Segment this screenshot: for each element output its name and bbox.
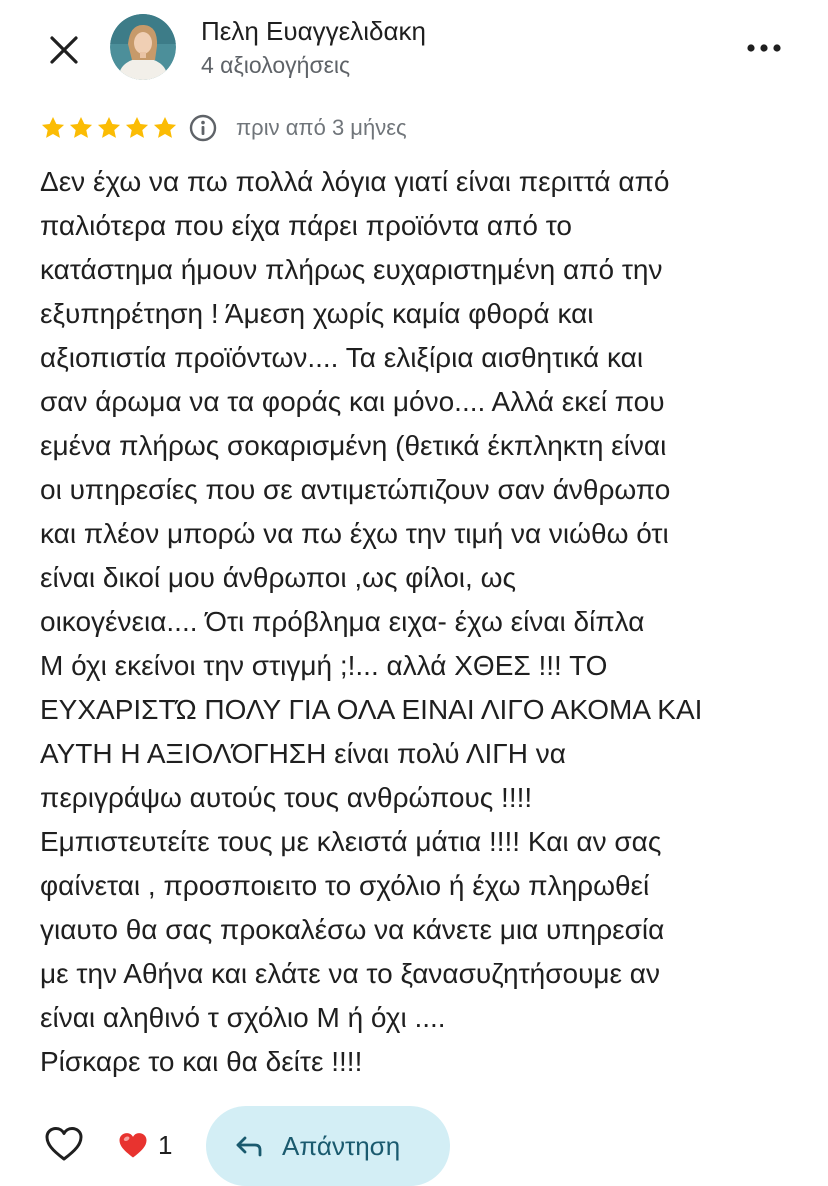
rating-row — [40, 110, 407, 146]
close-icon — [49, 35, 79, 65]
review-text-line: Ρίσκαρε το και θα δείτε !!!! — [40, 1046, 363, 1077]
review-text-line: Δεν έχω να πω πολλά λόγια γιατί είναι περιττά από — [40, 166, 670, 197]
info-button[interactable] — [188, 113, 218, 143]
review-text-line: εξυπηρέτηση ! Άμεση χωρίς καμία φθορά και — [40, 298, 594, 329]
author-name[interactable]: Πελη Ευαγγελιδακη — [201, 16, 426, 46]
red-heart-icon — [118, 1132, 148, 1159]
review-text-line: κατάστημα ήμουν πλήρως ευχαριστημένη από την — [40, 254, 663, 285]
profile-photo-icon — [110, 14, 176, 80]
avatar[interactable] — [110, 14, 176, 80]
star-icon — [152, 115, 178, 141]
star-icon — [68, 115, 94, 141]
reply-label: Απάντηση — [282, 1130, 401, 1161]
star-rating — [40, 115, 178, 141]
like-button[interactable] — [40, 1122, 88, 1166]
review-text-line: με την Αθήνα και ελάτε να το ξανασυζητήσουμε αν — [40, 958, 660, 989]
review-text-line: ΑΥΤΗ Η ΑΞΙΟΛΌΓΗΣΗ είναι πολύ ΛΙΓΗ να — [40, 738, 566, 769]
author-review-count: 4 αξιολογήσεις — [201, 52, 351, 78]
review-time: πριν από 3 μήνες — [236, 115, 407, 140]
review-text-line: και πλέον μπορώ να πω έχω την τιμή να νιώθω ότι — [40, 518, 669, 549]
info-icon — [189, 114, 217, 142]
review-text — [40, 160, 810, 1084]
review-text-line: παλιότερα που είχα πάρει προϊόντα από το — [40, 210, 572, 241]
review-text-line: εμένα πλήρως σοκαρισμένη (θετικά έκπληκτη είναι — [40, 430, 667, 461]
reply-button[interactable] — [206, 1106, 450, 1186]
close-button[interactable] — [40, 26, 88, 74]
review-text-line: είναι δικοί μου άνθρωποι ,ως φίλοι, ως — [40, 562, 516, 593]
star-icon — [124, 115, 150, 141]
review-text-line: οικογένεια.... Ότι πρόβλημα ειχα- έχω είναι δίπλα — [40, 606, 645, 637]
star-icon — [96, 115, 122, 141]
reply-arrow-icon — [234, 1131, 264, 1161]
review-text-line: γιαυτο θα σας προκαλέσω να κάνετε μια υπηρεσία — [40, 914, 665, 945]
more-options-button[interactable] — [742, 28, 786, 68]
review-text-line: περιγράψω αυτούς τους ανθρώπους !!!! — [40, 782, 533, 813]
review-text-line: σαν άρωμα να τα φοράς και μόνο.... Αλλά εκεί που — [40, 386, 665, 417]
review-text-line: αξιοπιστία προϊόντων.... Τα ελιξίρια αισθητικά και — [40, 342, 644, 373]
review-text-line: είναι αληθινό τ σχόλιο Μ ή όχι .... — [40, 1002, 446, 1033]
review-actions — [0, 1100, 828, 1169]
review-text-line: Μ όχι εκείνοι την στιγμή ;!... αλλά ΧΘΕΣ !!! ΤΟ — [40, 650, 608, 681]
review-text-line: Εμπιστευτείτε τους με κλειστά μάτια !!!! Και αν σας — [40, 826, 662, 857]
review-header — [0, 0, 828, 100]
review-text-line: φαίνεται , προσποιειτο το σχόλιο ή έχω πληρωθεί — [40, 870, 650, 901]
review-text-line: οι υπηρεσίες που σε αντιμετώπιζουν σαν άνθρωπο — [40, 474, 671, 505]
reaction-summary[interactable] — [118, 1128, 172, 1162]
heart-outline-icon — [44, 1126, 84, 1162]
reaction-count: 1 — [158, 1129, 173, 1160]
more-vertical-icon — [746, 43, 782, 53]
star-icon — [40, 115, 66, 141]
review-text-line: ΕΥΧΑΡΙΣΤΏ ΠΟΛΥ ΓΙΑ ΟΛΑ ΕΙΝΑΙ ΛΙΓΟ ΑΚΟΜΑ ΚΑΙ — [40, 694, 703, 725]
